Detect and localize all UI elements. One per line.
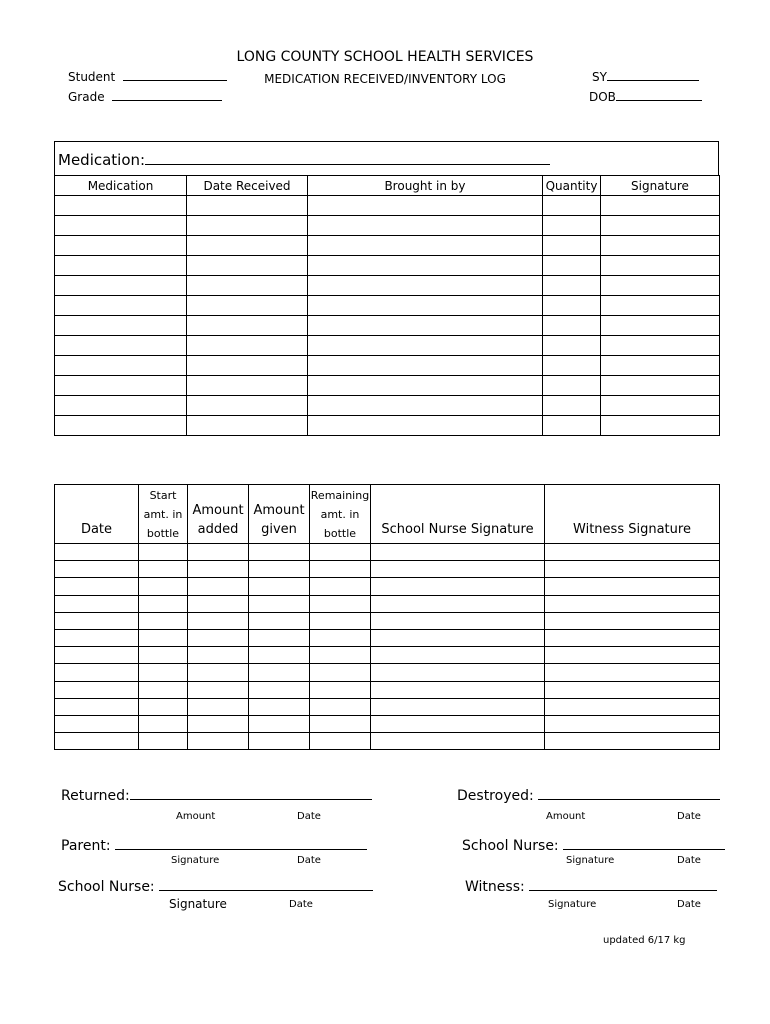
- table-cell[interactable]: [545, 544, 720, 561]
- table-cell[interactable]: [308, 356, 543, 376]
- col-header-school-nurse-signature: [371, 485, 545, 544]
- table-cell[interactable]: [55, 276, 187, 296]
- table-cell[interactable]: [55, 256, 187, 276]
- table-cell[interactable]: [55, 236, 187, 256]
- table-cell[interactable]: [308, 376, 543, 396]
- header-line: bottle: [146, 526, 180, 540]
- table-cell[interactable]: [601, 316, 720, 336]
- table-cell[interactable]: [55, 336, 187, 356]
- table-cell[interactable]: [249, 647, 310, 664]
- table-row: [55, 733, 720, 750]
- table-cell[interactable]: [188, 681, 249, 698]
- table-cell[interactable]: [55, 196, 187, 216]
- table-cell[interactable]: [601, 336, 720, 356]
- table-cell[interactable]: [545, 733, 720, 750]
- table-cell[interactable]: [55, 715, 139, 732]
- table-cell[interactable]: [310, 681, 371, 698]
- table-cell[interactable]: [55, 698, 139, 715]
- table-cell[interactable]: [139, 715, 188, 732]
- sy-line: [607, 80, 699, 81]
- table-cell[interactable]: [188, 561, 249, 578]
- form-subtitle: MEDICATION RECEIVED/INVENTORY LOG: [264, 72, 506, 86]
- table-cell[interactable]: [601, 236, 720, 256]
- table-cell[interactable]: [187, 256, 308, 276]
- table-cell[interactable]: [543, 236, 601, 256]
- table-row: [55, 715, 720, 732]
- table-header-row: [55, 485, 720, 544]
- table-cell[interactable]: [139, 733, 188, 750]
- table-row: [55, 595, 720, 612]
- col-header-medication: Medication: [55, 176, 187, 196]
- table-cell[interactable]: [187, 216, 308, 236]
- table-cell[interactable]: [545, 647, 720, 664]
- table-cell[interactable]: [545, 578, 720, 595]
- table-cell[interactable]: [371, 647, 545, 664]
- table-cell[interactable]: [187, 276, 308, 296]
- school-nurse-right-date-caption: Date: [677, 855, 701, 866]
- school-nurse-line-right: [563, 849, 725, 850]
- table-cell[interactable]: [249, 629, 310, 646]
- table-cell[interactable]: [139, 578, 188, 595]
- table-cell[interactable]: [371, 698, 545, 715]
- table-cell[interactable]: [249, 561, 310, 578]
- header-line: Witness Signature: [573, 522, 691, 537]
- table-cell[interactable]: [601, 196, 720, 216]
- table-cell[interactable]: [55, 612, 139, 629]
- table-cell[interactable]: [545, 561, 720, 578]
- table-cell[interactable]: [310, 612, 371, 629]
- col-header-quantity: Quantity: [543, 176, 601, 196]
- header-line: amt. in: [143, 507, 183, 521]
- table-cell[interactable]: [543, 376, 601, 396]
- table-cell[interactable]: [310, 698, 371, 715]
- inventory-table: [54, 484, 720, 750]
- table-cell[interactable]: [188, 664, 249, 681]
- table-cell[interactable]: [188, 544, 249, 561]
- table-header-row: [55, 176, 720, 196]
- table-cell[interactable]: [543, 356, 601, 376]
- grade-line: [112, 100, 222, 101]
- table-cell[interactable]: [188, 733, 249, 750]
- table-cell[interactable]: [308, 236, 543, 256]
- medication-line: [145, 164, 550, 165]
- table-cell[interactable]: [187, 376, 308, 396]
- table-row: [55, 544, 720, 561]
- table-row: [55, 316, 720, 336]
- table-row: [55, 578, 720, 595]
- table-cell[interactable]: [543, 216, 601, 236]
- table-cell[interactable]: [371, 629, 545, 646]
- table-cell[interactable]: [55, 356, 187, 376]
- table-cell[interactable]: [55, 561, 139, 578]
- header-line: Start: [149, 488, 177, 502]
- table-cell[interactable]: [371, 561, 545, 578]
- updated-note: updated 6/17 kg: [603, 935, 686, 946]
- table-cell[interactable]: [371, 544, 545, 561]
- table-cell[interactable]: [308, 396, 543, 416]
- table-cell[interactable]: [371, 715, 545, 732]
- table-row: [55, 698, 720, 715]
- col-header-start-amt: [139, 485, 188, 544]
- table-cell[interactable]: [543, 396, 601, 416]
- medication-label: Medication:: [58, 151, 146, 169]
- table-cell[interactable]: [308, 216, 543, 236]
- table-cell[interactable]: [188, 595, 249, 612]
- table-cell[interactable]: [601, 256, 720, 276]
- table-cell[interactable]: [188, 612, 249, 629]
- school-nurse-left-signature-caption: Signature: [169, 897, 227, 911]
- table-cell[interactable]: [55, 647, 139, 664]
- table-cell[interactable]: [371, 664, 545, 681]
- table-cell[interactable]: [139, 681, 188, 698]
- table-row: [55, 376, 720, 396]
- table-cell[interactable]: [187, 296, 308, 316]
- witness-line: [529, 890, 717, 891]
- table-cell[interactable]: [139, 561, 188, 578]
- returned-label: Returned:: [61, 788, 130, 804]
- table-cell[interactable]: [545, 698, 720, 715]
- witness-label: Witness:: [465, 879, 525, 895]
- table-row: [55, 256, 720, 276]
- destroyed-label: Destroyed:: [457, 788, 534, 804]
- parent-line: [115, 849, 367, 850]
- table-cell[interactable]: [55, 216, 187, 236]
- table-row: [55, 236, 720, 256]
- table-cell[interactable]: [55, 595, 139, 612]
- school-nurse-left-date-caption: Date: [289, 899, 313, 910]
- col-header-amount-given: [249, 485, 310, 544]
- table-cell[interactable]: [310, 578, 371, 595]
- table-cell[interactable]: [249, 595, 310, 612]
- table-cell[interactable]: [601, 376, 720, 396]
- school-nurse-line-left: [159, 890, 373, 891]
- table-cell[interactable]: [139, 595, 188, 612]
- table-cell[interactable]: [371, 681, 545, 698]
- header-line: School Nurse Signature: [381, 522, 534, 537]
- col-header-witness-signature: [545, 485, 720, 544]
- table-cell[interactable]: [543, 336, 601, 356]
- table-cell[interactable]: [55, 664, 139, 681]
- school-nurse-field-right[interactable]: [462, 838, 725, 854]
- table-cell[interactable]: [545, 681, 720, 698]
- destroyed-date-caption: Date: [677, 811, 701, 822]
- table-cell[interactable]: [601, 276, 720, 296]
- col-header-date-received: Date Received: [187, 176, 308, 196]
- table-cell[interactable]: [308, 256, 543, 276]
- table-row: [55, 561, 720, 578]
- form-title: LONG COUNTY SCHOOL HEALTH SERVICES: [236, 49, 534, 65]
- table-cell[interactable]: [543, 296, 601, 316]
- parent-label: Parent:: [61, 838, 111, 854]
- table-cell[interactable]: [543, 276, 601, 296]
- table-cell[interactable]: [308, 276, 543, 296]
- header-line: added: [197, 522, 239, 537]
- table-cell[interactable]: [139, 629, 188, 646]
- witness-date-caption: Date: [677, 899, 701, 910]
- returned-line: [130, 799, 372, 800]
- table-cell[interactable]: [249, 578, 310, 595]
- grade-field[interactable]: [68, 90, 222, 104]
- table-cell[interactable]: [55, 296, 187, 316]
- col-header-brought-in-by: Brought in by: [308, 176, 543, 196]
- table-cell[interactable]: [55, 733, 139, 750]
- sy-field[interactable]: [592, 70, 699, 84]
- table-cell[interactable]: [545, 629, 720, 646]
- parent-field[interactable]: [61, 838, 367, 854]
- table-cell[interactable]: [55, 396, 187, 416]
- table-cell[interactable]: [187, 336, 308, 356]
- col-header-remaining-amt: [310, 485, 371, 544]
- table-cell[interactable]: [308, 416, 543, 436]
- table-row: [55, 416, 720, 436]
- table-cell[interactable]: [188, 715, 249, 732]
- table-cell[interactable]: [371, 595, 545, 612]
- table-cell[interactable]: [545, 595, 720, 612]
- table-cell[interactable]: [249, 544, 310, 561]
- table-cell[interactable]: [308, 336, 543, 356]
- table-cell[interactable]: [545, 612, 720, 629]
- table-cell[interactable]: [55, 544, 139, 561]
- witness-signature-caption: Signature: [548, 899, 597, 910]
- table-row: [55, 396, 720, 416]
- table-cell[interactable]: [55, 578, 139, 595]
- table-cell[interactable]: [139, 647, 188, 664]
- parent-date-caption: Date: [297, 855, 321, 866]
- table-cell[interactable]: [310, 647, 371, 664]
- table-row: [55, 612, 720, 629]
- student-line: [123, 80, 227, 81]
- table-row: [55, 196, 720, 216]
- table-cell[interactable]: [55, 629, 139, 646]
- table-cell[interactable]: [308, 196, 543, 216]
- table-cell[interactable]: [310, 561, 371, 578]
- table-cell[interactable]: [139, 612, 188, 629]
- table-cell[interactable]: [249, 681, 310, 698]
- table-cell[interactable]: [310, 595, 371, 612]
- table-row: [55, 647, 720, 664]
- header-line: bottle: [323, 526, 357, 540]
- header-line: Amount: [192, 503, 244, 518]
- school-nurse-field-left[interactable]: [58, 879, 373, 895]
- table-cell[interactable]: [249, 698, 310, 715]
- col-header-date: [55, 485, 139, 544]
- returned-amount-caption: Amount: [176, 811, 216, 822]
- destroyed-line: [538, 799, 720, 800]
- table-cell[interactable]: [308, 296, 543, 316]
- table-cell[interactable]: [601, 216, 720, 236]
- table-cell[interactable]: [187, 316, 308, 336]
- table-cell[interactable]: [310, 733, 371, 750]
- table-cell[interactable]: [187, 196, 308, 216]
- table-cell[interactable]: [545, 664, 720, 681]
- table-row: [55, 629, 720, 646]
- destroyed-amount-caption: Amount: [546, 811, 586, 822]
- table-cell[interactable]: [139, 544, 188, 561]
- school-nurse-right-signature-caption: Signature: [566, 855, 615, 866]
- table-cell[interactable]: [187, 416, 308, 436]
- medication-field[interactable]: [58, 151, 550, 169]
- school-nurse-label-right: School Nurse:: [462, 838, 559, 854]
- student-label: Student: [68, 70, 116, 84]
- table-cell[interactable]: [543, 416, 601, 436]
- destroyed-field[interactable]: [457, 788, 720, 804]
- table-row: [55, 296, 720, 316]
- table-cell[interactable]: [310, 544, 371, 561]
- table-row: [55, 216, 720, 236]
- table-cell[interactable]: [310, 629, 371, 646]
- table-cell[interactable]: [188, 647, 249, 664]
- table-cell[interactable]: [187, 396, 308, 416]
- medication-received-table: [54, 175, 720, 436]
- table-cell[interactable]: [139, 698, 188, 715]
- table-cell[interactable]: [188, 698, 249, 715]
- col-header-signature: Signature: [601, 176, 720, 196]
- student-field[interactable]: [68, 70, 227, 84]
- sy-label: SY: [592, 70, 607, 84]
- table-cell[interactable]: [249, 664, 310, 681]
- table-cell[interactable]: [55, 316, 187, 336]
- table-cell[interactable]: [371, 733, 545, 750]
- table-cell[interactable]: [187, 356, 308, 376]
- returned-field[interactable]: [61, 788, 372, 804]
- table-cell[interactable]: [601, 396, 720, 416]
- dob-field[interactable]: [589, 90, 702, 104]
- header-line: amt. in: [320, 507, 360, 521]
- table-cell[interactable]: [601, 296, 720, 316]
- table-cell[interactable]: [55, 376, 187, 396]
- table-cell[interactable]: [543, 196, 601, 216]
- col-header-date-text: Date: [80, 522, 113, 537]
- table-row: [55, 336, 720, 356]
- header-line: Amount: [253, 503, 305, 518]
- table-row: [55, 664, 720, 681]
- table-cell[interactable]: [187, 236, 308, 256]
- table-cell[interactable]: [371, 612, 545, 629]
- grade-label: Grade: [68, 90, 105, 104]
- table-cell[interactable]: [545, 715, 720, 732]
- returned-date-caption: Date: [297, 811, 321, 822]
- header-line: Remaining: [310, 488, 370, 502]
- table-cell[interactable]: [139, 664, 188, 681]
- table-cell[interactable]: [310, 715, 371, 732]
- table-cell[interactable]: [543, 256, 601, 276]
- table-cell[interactable]: [55, 416, 187, 436]
- table-cell[interactable]: [601, 416, 720, 436]
- table-cell[interactable]: [543, 316, 601, 336]
- school-nurse-label-left: School Nurse:: [58, 879, 155, 895]
- table-cell[interactable]: [188, 629, 249, 646]
- table-cell[interactable]: [310, 664, 371, 681]
- table-cell[interactable]: [249, 612, 310, 629]
- witness-field[interactable]: [465, 879, 717, 895]
- table-cell[interactable]: [601, 356, 720, 376]
- table-cell[interactable]: [308, 316, 543, 336]
- table-cell[interactable]: [249, 715, 310, 732]
- dob-line: [616, 100, 702, 101]
- col-header-amount-added: [188, 485, 249, 544]
- table-row: [55, 356, 720, 376]
- header-line: given: [261, 522, 297, 537]
- parent-signature-caption: Signature: [171, 855, 220, 866]
- table-cell[interactable]: [371, 578, 545, 595]
- table-cell[interactable]: [55, 681, 139, 698]
- table-cell[interactable]: [188, 578, 249, 595]
- table-row: [55, 681, 720, 698]
- table-cell[interactable]: [249, 733, 310, 750]
- table-row: [55, 276, 720, 296]
- dob-label: DOB: [589, 90, 616, 104]
